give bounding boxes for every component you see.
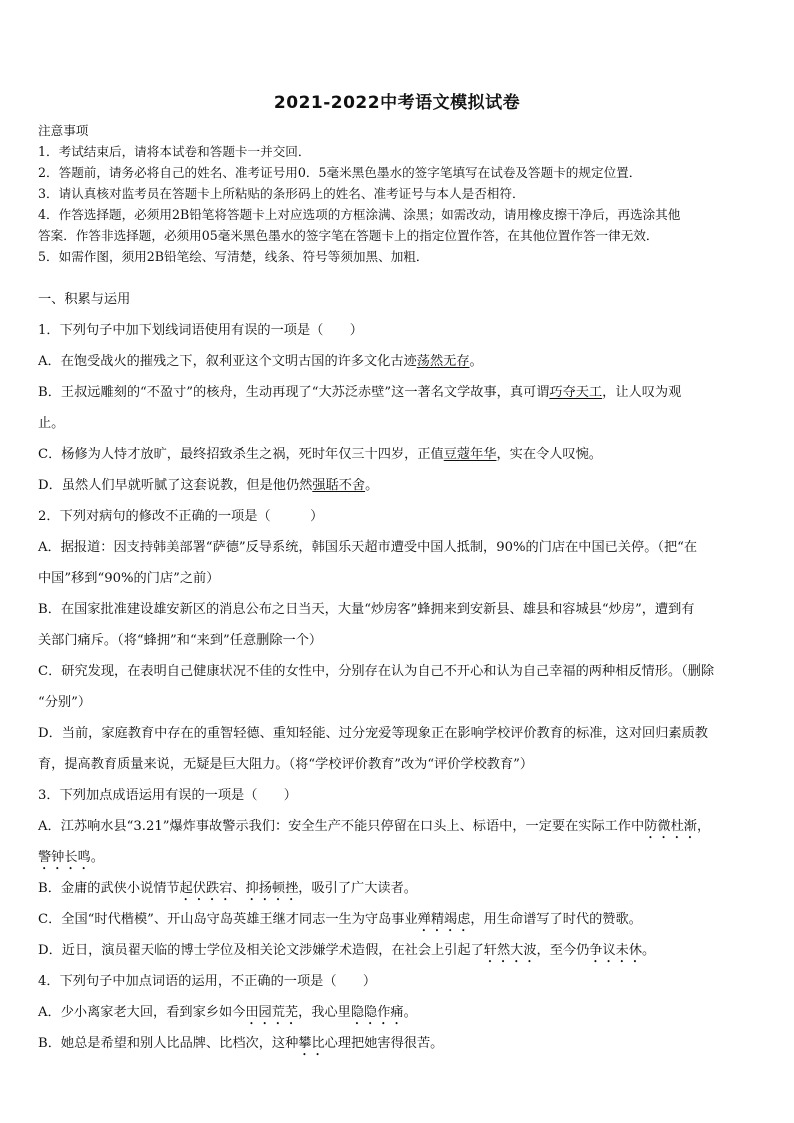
notice-block: [38, 120, 758, 267]
question-3-option-b: [38, 873, 758, 904]
option-text: 。: [365, 478, 379, 493]
option-text: A．少小离家老大回，看到家乡如今: [38, 1005, 246, 1020]
notice-item: 答案．作答非选择题，必须用05毫米黑色墨水的签字笔在答题卡上的指定位置作答，在其他位置作答一律无效．: [38, 228, 659, 243]
question-3-stem: 3．下列加点成语运用有误的一项是（ ）: [38, 788, 297, 803]
underlined-term: 巧夺天工: [549, 385, 603, 400]
question-2-option-b: B．在国家批准建设雄安新区的消息公布之日当天，大量“炒房客”蜂拥来到安新县、雄县和容城县“炒房”，遭到有: [38, 602, 695, 617]
question-2-option-c: C．研究发现，在表明自己健康状况不佳的女性中，分别存在认为自己不开心和认为自己幸福的两种相反情形。（删除: [38, 664, 715, 679]
option-text: D．虽然人们早就听腻了这套说教，但是他仍然: [38, 478, 313, 493]
option-text: A．在饱受战火的摧残之下，叙利亚这个文明古国的许多文化古迹: [38, 354, 417, 369]
question-3-option-d: [38, 935, 758, 966]
page-title: 2021-2022中考语文模拟试卷: [273, 93, 521, 113]
option-text: D．近日，演员翟天临的博士学位及相关论文涉嫌学术造假，在社会上引起了: [38, 943, 484, 958]
option-text: ，实在令人叹惋。: [496, 447, 602, 462]
option-text: 心理把她害得很苦。: [324, 1036, 444, 1051]
option-text: ，我心里: [298, 1005, 351, 1020]
dotted-term: 隐隐作痛: [350, 1005, 404, 1020]
option-text: B．她总是希望和别人比品牌、比档次，这种: [38, 1036, 299, 1051]
dotted-term: 防微杜渐: [644, 819, 697, 834]
dotted-term: 争议未休: [589, 943, 643, 958]
option-text: 。: [642, 943, 656, 958]
option-text: A．江苏响水县“3.21”爆炸事故警示我们：安全生产不能只停留在口头上、标语中，一定要在实际工作中: [38, 819, 645, 834]
question-4-stem: 4．下列句子中加点词语的运用，不正确的一项是（ ）: [38, 974, 377, 989]
option-text: C．全国“时代楷模”、开山岛守岛英雄王继才同志一生为守岛事业: [38, 912, 418, 927]
option-text: ，至今仍: [536, 943, 590, 958]
dotted-term: 警钟长鸣: [38, 850, 91, 865]
notice-item: 2．答题前，请务必将自己的姓名、准考证号用0．5毫米黑色墨水的签字笔填写在试卷及答题卡的规定位置．: [38, 165, 642, 180]
notice-item: 3．请认真核对监考员在答题卡上所粘贴的条形码上的姓名、准考证号与本人是否相符．: [38, 186, 525, 201]
dotted-term: 殚精竭虑: [417, 912, 471, 927]
notice-item: 1．考试结束后，请将本试卷和答题卡一并交回．: [38, 144, 311, 159]
option-text: ，让人叹为观: [602, 385, 682, 400]
notice-item: 5．如需作图，须用2B铅笔绘、写清楚，线条、符号等须加黑、加粗．: [38, 249, 429, 264]
section-heading: 一、积累与运用: [38, 292, 131, 307]
dotted-term: 轩然大波: [483, 943, 537, 958]
dotted-term: 起伏跌宕、抑扬顿挫: [179, 881, 299, 896]
underlined-term: 豆蔻年华: [443, 447, 497, 462]
question-1-option-b: [38, 377, 758, 408]
option-text: 。: [90, 850, 104, 865]
question-1-stem: 1．下列句子中加下划线词语使用有误的一项是（ ）: [38, 323, 363, 338]
section-accumulation: [38, 284, 758, 1059]
notice-heading: 注意事项: [38, 123, 89, 138]
question-3-option-a: [38, 811, 758, 842]
option-text: ，: [697, 819, 711, 834]
question-1-option-d: [38, 470, 758, 501]
question-4-option-a: [38, 997, 758, 1028]
question-2-stem: 2．下列对病句的修改不正确的一项是（ ）: [38, 509, 324, 524]
option-text: B．金庸的武侠小说情节: [38, 881, 180, 896]
question-2-option-b-cont: 关部门痛斥。（将“蜂拥”和“来到”任意删除一个）: [38, 633, 323, 648]
option-text: ，吸引了广大读者。: [298, 881, 417, 896]
question-2-option-a: A．据报道：因支持韩美部署“萨德”反导系统，韩国乐天超市遭受中国人抵制，90%的门店在中国已关停。（把“在: [38, 540, 698, 555]
option-text: 。: [403, 1005, 417, 1020]
question-4-option-b: [38, 1028, 758, 1059]
question-1-option-c: [38, 439, 758, 470]
option-text: 。: [469, 354, 483, 369]
option-text: B．王叔远雕刻的“不盈寸”的核舟，生动再现了“大苏泛赤壁”这一著名文学故事，真可谓: [38, 385, 550, 400]
dotted-term: 田园荒芜: [245, 1005, 299, 1020]
underlined-term: 强聒不舍: [312, 478, 366, 493]
question-2-option-d: D．当前，家庭教育中存在的重智轻德、重知轻能、过分宠爱等现象正在影响学校评价教育的标准，这对回归素质教: [38, 726, 708, 741]
question-1-option-a: [38, 346, 758, 377]
question-3-option-a-cont: [38, 842, 758, 873]
option-text: ，用生命谱写了时代的赞歌。: [470, 912, 642, 927]
underlined-term: 荡然无存: [416, 354, 470, 369]
question-2-option-d-cont: 育，提高教育质量来说，无疑是巨大阻力。（将“学校评价教育”改为“评价学校教育”）: [38, 757, 534, 772]
question-3-option-c: [38, 904, 758, 935]
question-1-option-b-cont: 止。: [38, 416, 65, 431]
option-text: C．杨修为人恃才放旷，最终招致杀生之祸，死时年仅三十四岁，正值: [38, 447, 444, 462]
notice-item: 4．作答选择题，必须用2B铅笔将答题卡上对应选项的方框涂满、涂黑；如需改动，请用橡皮擦干净后，再选涂其他: [38, 207, 681, 222]
question-2-option-c-cont: “分别”）: [38, 695, 92, 710]
dotted-term: 攀比: [298, 1036, 325, 1051]
question-2-option-a-cont: 中国”移到“90%的门店”之前）: [38, 571, 220, 586]
